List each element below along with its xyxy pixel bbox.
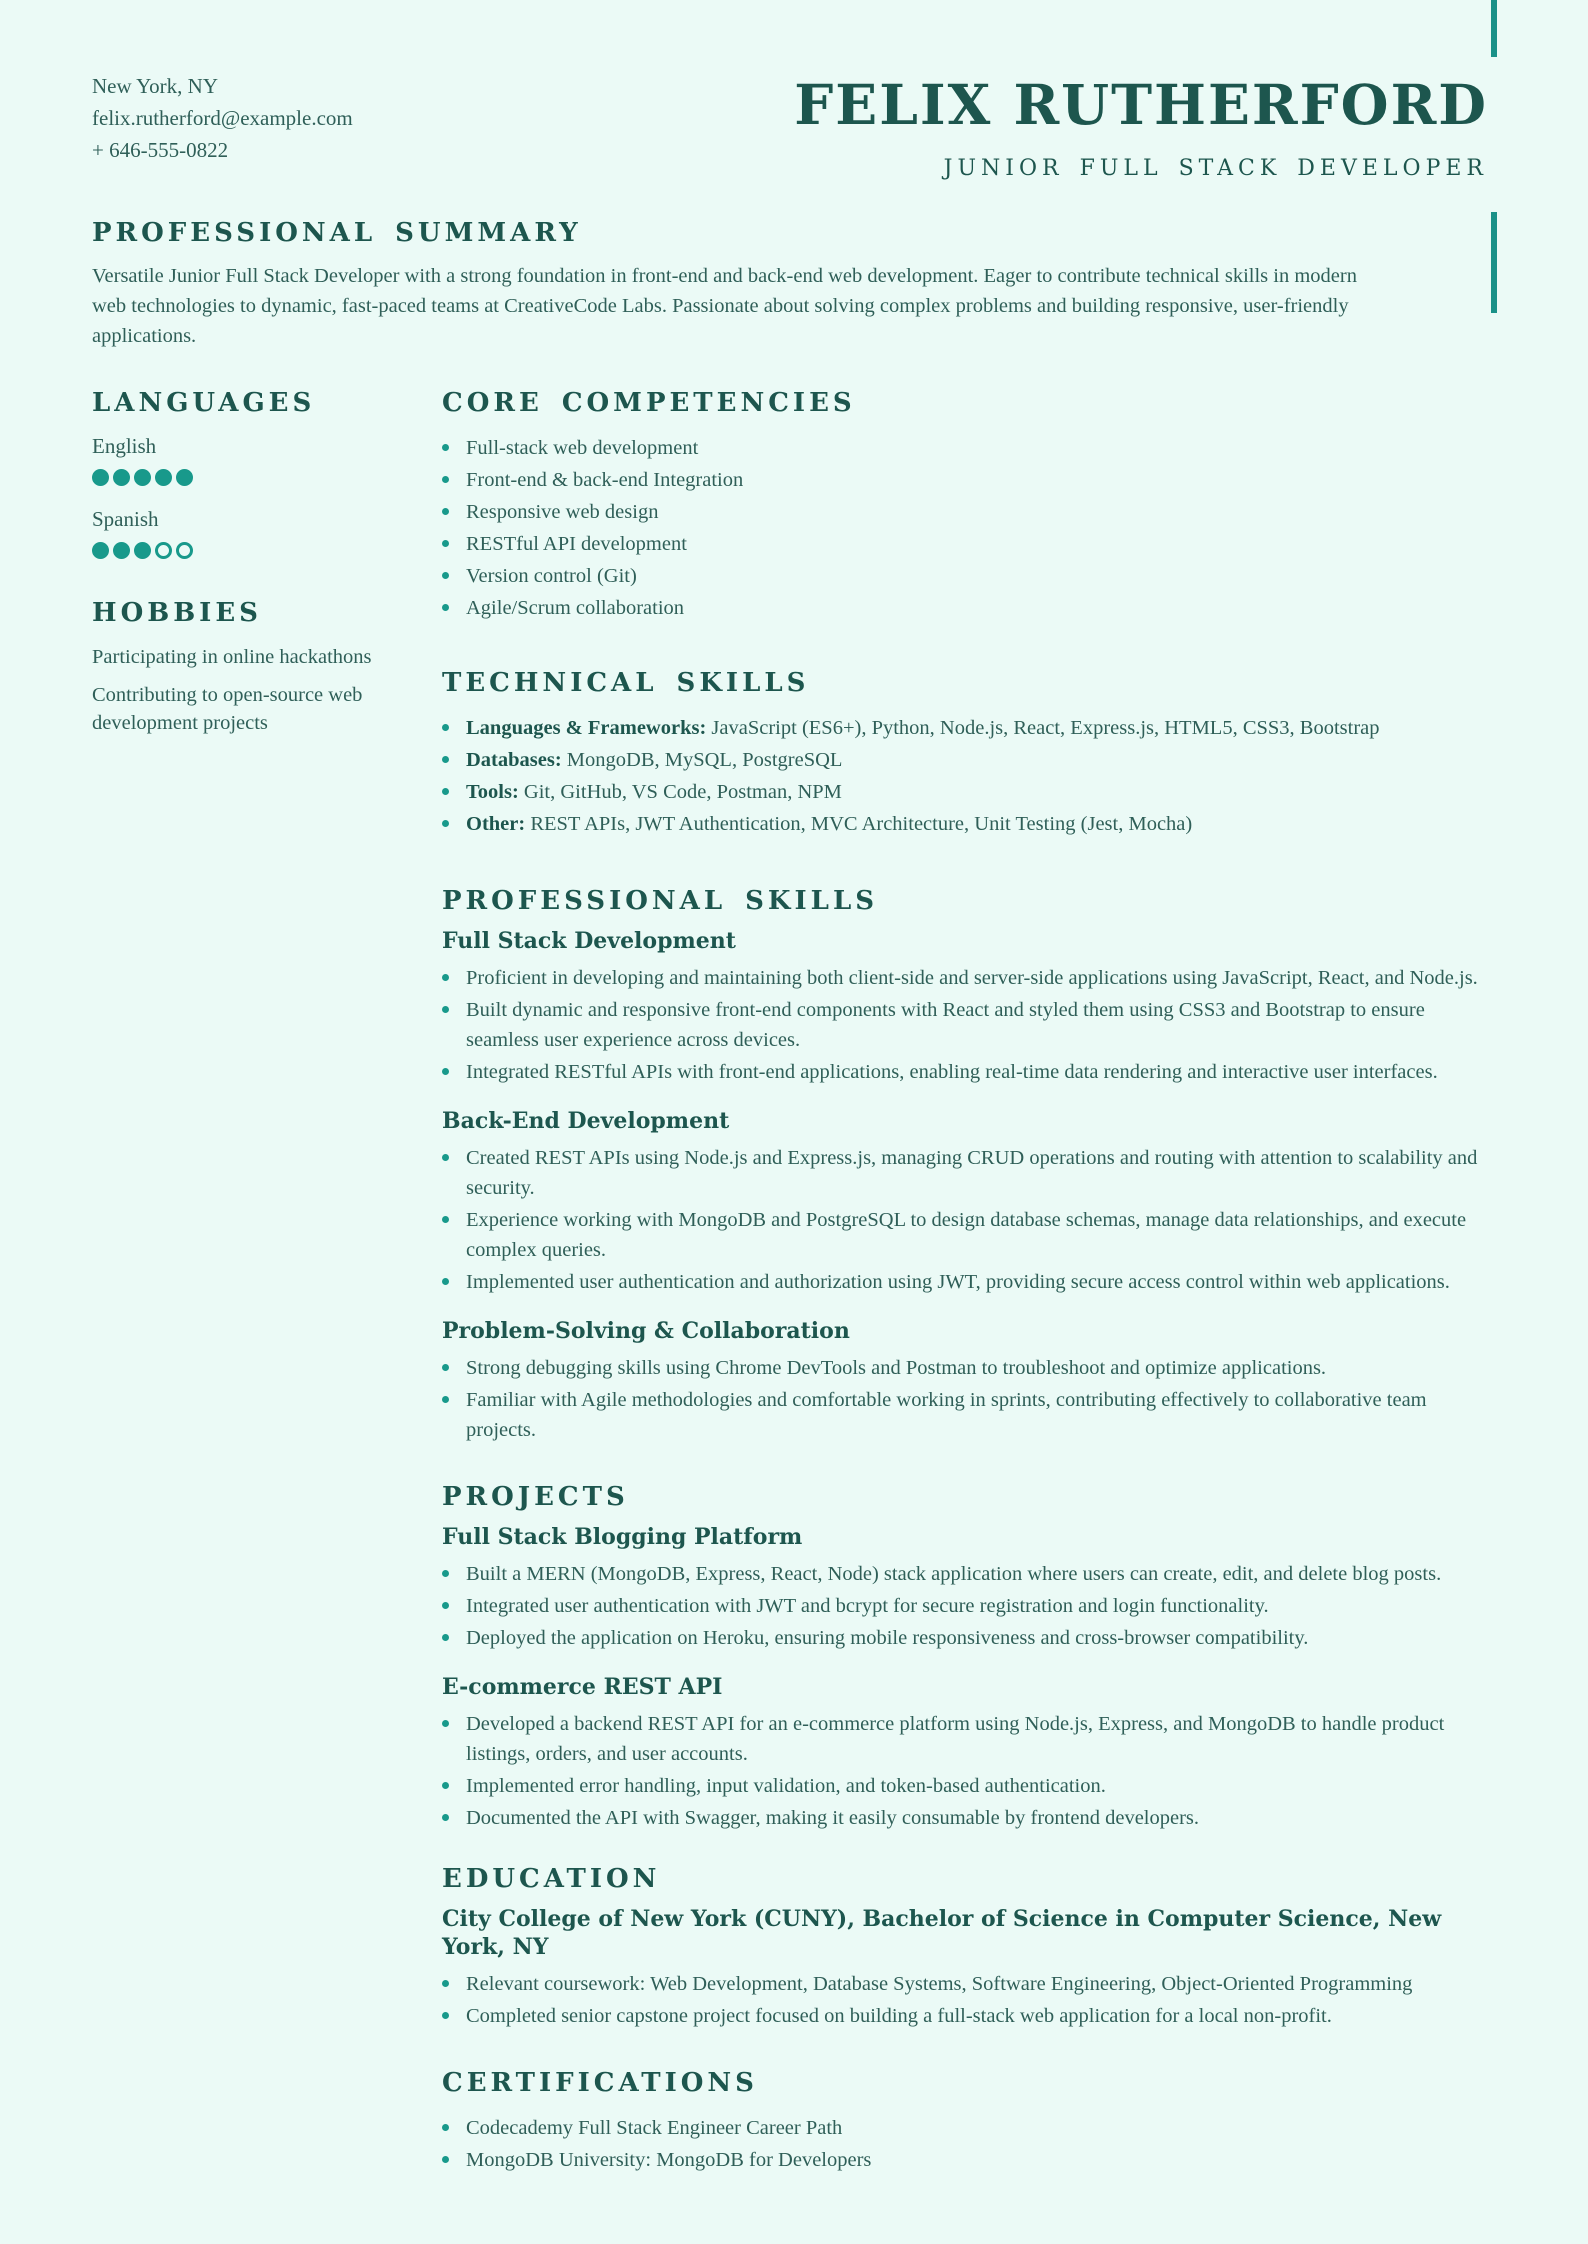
heading-languages: LANGUAGES [92,387,316,418]
heading-professional-summary: PROFESSIONAL SUMMARY [92,217,582,248]
section-projects [442,1481,1498,1833]
hobby-item: Contributing to open-source web development projects [92,683,363,734]
list-item [442,1969,1498,1999]
hobby-item: Participating in online hackathons [92,645,372,668]
skill-values: REST APIs, JWT Authentication, MVC Architecture, Unit Testing (Jest, Mocha) [530,812,1193,835]
list-item [442,1205,1498,1265]
bullet-dot-icon [442,1980,449,1987]
bullet-dot-icon [442,788,449,795]
skill-group [442,927,1498,1087]
level-dot-filled-icon [134,469,151,486]
bullet-dot-icon [442,756,449,763]
section-professional-skills [442,885,1498,1445]
list-item-text: MongoDB University: MongoDB for Developers [466,2148,872,2171]
list-item-text: Implemented user authentication and authorization using JWT, providing secure access control within web applications. [466,1270,1450,1293]
list-item [442,2113,1498,2143]
level-dot-filled-icon [92,542,109,559]
hobbies-list [92,643,412,737]
list-item [442,963,1498,993]
bullet-dot-icon [442,604,449,611]
section-technical-skills [442,667,1498,839]
list-item [442,1591,1498,1621]
sidebar [92,387,412,2177]
bullet-dot-icon [442,1782,449,1789]
list-item-text: Completed senior capstone project focused on building a full-stack web application for a local non-profit. [466,2004,1332,2027]
contact-info [92,70,353,166]
professional-skills-groups [442,927,1498,1445]
certifications-list [442,2113,1498,2175]
project-bullets [442,1559,1498,1653]
bullet-dot-icon [442,2012,449,2019]
list-item [442,1385,1498,1445]
technical-skills-list [442,713,1498,839]
bullet-dot-icon [442,1068,449,1075]
list-item-text: Documented the API with Swagger, making it easily consumable by frontend developers. [466,1806,1200,1829]
heading-professional-skills: PROFESSIONAL SKILLS [442,885,879,916]
name-block [794,72,1488,181]
skill-category-label: Other: [466,812,526,835]
list-item-text: Responsive web design [466,500,659,523]
list-item [442,465,1498,495]
contact-location: New York, NY [92,74,219,98]
skill-group [442,1107,1498,1297]
bullet-dot-icon [442,1006,449,1013]
list-item-text: Integrated RESTful APIs with front-end applications, enabling real-time data rendering and interactive user interfaces. [466,1060,1438,1083]
bullet-dot-icon [442,820,449,827]
education-groups [442,1905,1498,2031]
language-name: English [92,433,157,458]
level-dot-filled-icon [176,469,193,486]
list-item-text: RESTful API development [466,532,687,555]
project-title: Full Stack Blogging Platform [442,1523,803,1550]
education-degree-title: City College of New York (CUNY), Bachelor of Science in Computer Science, New York, NY [442,1905,1442,1960]
list-item [442,777,1498,807]
bullet-dot-icon [442,2124,449,2131]
list-item-text [466,713,1380,743]
list-item-text: Codecademy Full Stack Engineer Career Path [466,2116,843,2139]
list-item-text: Proficient in developing and maintaining both client-side and server-side applications using JavaScript, React, and Node.js. [466,966,1478,989]
section-languages [92,387,412,559]
list-item-text: Developed a backend REST API for an e-commerce platform using Node.js, Express, and MongoDB to handle product listings, orders, and user accounts. [466,1712,1445,1765]
project-bullets [442,1709,1498,1833]
section-core-competencies [442,387,1498,623]
skill-values: Git, GitHub, VS Code, Postman, NPM [523,780,842,803]
list-item [442,529,1498,559]
level-dot-filled-icon [155,469,172,486]
skill-group-title: Back-End Development [442,1107,730,1134]
bullet-dot-icon [442,1278,449,1285]
section-professional-summary [0,181,1588,351]
job-title: JUNIOR FULL STACK DEVELOPER [943,155,1488,181]
list-item-text: Experience working with MongoDB and PostgreSQL to design database schemas, manage data relationships, and execute complex queries. [466,1208,1467,1261]
bullet-dot-icon [442,974,449,981]
level-dot-filled-icon [113,469,130,486]
language-item [92,506,412,559]
list-item [442,1559,1498,1589]
list-item [442,1143,1498,1203]
bullet-dot-icon [442,444,449,451]
list-item [442,713,1498,743]
list-item-text: Familiar with Agile methodologies and comfortable working in sprints, contributing effectively to collaborative team projects. [466,1388,1427,1441]
level-dot-empty-icon [155,542,172,559]
level-dot-filled-icon [113,542,130,559]
bullet-dot-icon [442,724,449,731]
list-item [442,809,1498,839]
list-item [442,745,1498,775]
two-column-body [0,351,1588,2177]
heading-hobbies: HOBBIES [92,597,262,628]
list-item-text: Integrated user authentication with JWT and bcrypt for secure registration and login functionality. [466,1594,1269,1617]
project-group [442,1523,1498,1653]
bullet-dot-icon [442,540,449,547]
accent-bar-top-icon [1491,0,1497,57]
bullet-dot-icon [442,1602,449,1609]
list-item-text: Strong debugging skills using Chrome DevTools and Postman to troubleshoot and optimize applications. [466,1356,1327,1379]
section-education [442,1863,1498,2031]
education-entry [442,1905,1498,2031]
skill-group [442,1317,1498,1445]
heading-projects: PROJECTS [442,1481,629,1512]
skill-group-bullets [442,1143,1498,1297]
skill-group-bullets [442,963,1498,1087]
bullet-dot-icon [442,476,449,483]
skill-group-title: Problem-Solving & Collaboration [442,1317,850,1344]
list-item-text: Built a MERN (MongoDB, Express, React, Node) stack application where users can create, edit, and delete blog posts. [466,1562,1442,1585]
list-item-text [466,809,1192,839]
list-item [442,1057,1498,1087]
list-item-text: Front-end & back-end Integration [466,468,744,491]
skill-category-label: Databases: [466,748,562,771]
project-group [442,1673,1498,1833]
list-item [442,1353,1498,1383]
bullet-dot-icon [442,1396,449,1403]
bullet-dot-icon [442,1720,449,1727]
bullet-dot-icon [442,1154,449,1161]
header [0,0,1588,181]
list-item-text: Version control (Git) [466,564,637,587]
list-item [442,1267,1498,1297]
list-item-text: Built dynamic and responsive front-end components with React and styled them using CSS3 and Bootstrap to ensure seamless user experience across devices. [466,998,1425,1051]
list-item [442,497,1498,527]
bullet-dot-icon [442,572,449,579]
bullet-dot-icon [442,1814,449,1821]
list-item-text: Agile/Scrum collaboration [466,596,685,619]
heading-technical-skills: TECHNICAL SKILLS [442,667,810,698]
language-item [92,433,412,486]
level-dot-filled-icon [92,469,109,486]
list-item [442,2145,1498,2175]
level-dot-empty-icon [176,542,193,559]
list-item [442,1623,1498,1653]
list-item-text [466,777,842,807]
main-content [442,387,1498,2177]
list-item [442,1709,1498,1769]
list-item [442,593,1498,623]
level-dot-filled-icon [134,542,151,559]
heading-certifications: CERTIFICATIONS [442,2067,758,2098]
summary-text: Versatile Junior Full Stack Developer with a strong foundation in front-end and back-end web development. Eager to contribute technical skills in modern web technologies to dynamic, fast-paced teams at CreativeCode Labs. Passionate about solving complex problems and building responsive, user-friendly applications. [92,264,1357,347]
list-item [442,2001,1498,2031]
list-item-text: Relevant coursework: Web Development, Database Systems, Software Engineering, Object-Oriented Programming [466,1972,1413,1995]
list-item [442,1803,1498,1833]
list-item-text: Created REST APIs using Node.js and Express.js, managing CRUD operations and routing with attention to scalability and security. [466,1146,1478,1199]
language-level-dots [92,542,412,559]
list-item [442,995,1498,1055]
bullet-dot-icon [442,1364,449,1371]
skill-group-bullets [442,1353,1498,1445]
list-item [442,561,1498,591]
list-item [442,1771,1498,1801]
projects-groups [442,1523,1498,1833]
bullet-dot-icon [442,1634,449,1641]
candidate-name: FELIX RUTHERFORD [794,72,1488,137]
heading-core-competencies: CORE COMPETENCIES [442,387,856,418]
language-level-dots [92,469,412,486]
skill-values: MongoDB, MySQL, PostgreSQL [566,748,843,771]
skill-category-label: Languages & Frameworks: [466,716,707,739]
education-bullets [442,1969,1498,2031]
language-name: Spanish [92,506,159,531]
list-item-text: Implemented error handling, input validation, and token-based authentication. [466,1774,1106,1797]
core-competencies-list [442,433,1498,623]
bullet-dot-icon [442,508,449,515]
contact-phone: + 646-555-0822 [92,138,229,162]
accent-bar-upper-icon [1491,212,1497,313]
list-item-text: Full-stack web development [466,436,699,459]
skill-group-title: Full Stack Development [442,927,736,954]
list-item [442,433,1498,463]
project-title: E-commerce REST API [442,1673,723,1700]
bullet-dot-icon [442,1216,449,1223]
list-item-text [466,745,842,775]
skill-category-label: Tools: [466,780,519,803]
heading-education: EDUCATION [442,1863,661,1894]
list-item-text: Deployed the application on Heroku, ensuring mobile responsiveness and cross-browser compatibility. [466,1626,1309,1649]
skill-values: JavaScript (ES6+), Python, Node.js, React, Express.js, HTML5, CSS3, Bootstrap [711,716,1380,739]
section-hobbies [92,597,412,737]
contact-email: felix.rutherford@example.com [92,106,353,130]
bullet-dot-icon [442,1570,449,1577]
bullet-dot-icon [442,2156,449,2163]
section-certifications [442,2067,1498,2175]
languages-list [92,433,412,559]
